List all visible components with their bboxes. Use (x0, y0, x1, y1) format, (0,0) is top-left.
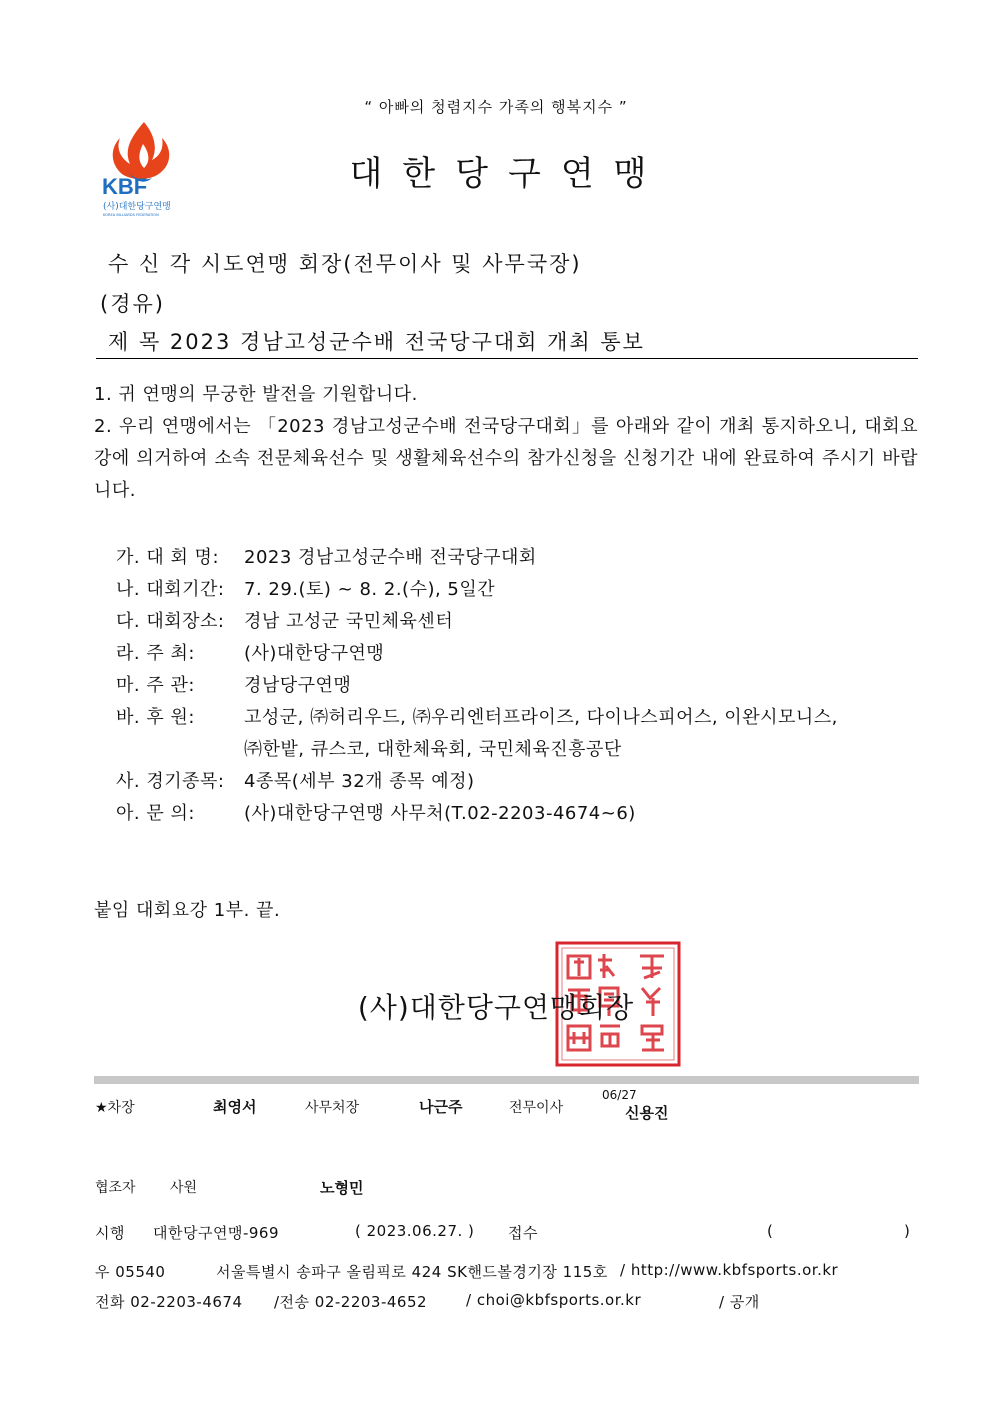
address: 서울특별시 송파구 올림픽로 424 SK핸드볼경기장 115호 (216, 1263, 608, 1281)
svg-text:(사)대한당구연맹: (사)대한당구연맹 (103, 202, 171, 212)
motto: “ 아빠의 청렴지수 가족의 행복지수 ” (364, 98, 628, 116)
approval-role-1: ★차장 (95, 1100, 135, 1116)
homepage-link[interactable]: / http://www.kbfsports.or.kr (620, 1261, 839, 1279)
disclosure: / 공개 (719, 1293, 760, 1311)
approval-name-1: 최영서 (213, 1098, 257, 1116)
item-sponsor: 바. 후 원: 고성군, ㈜허리우드, ㈜우리엔터프라이즈, 다이나스피어스, 이완시모니스, (116, 707, 838, 728)
body-line-1: 1. 귀 연맹의 무궁한 발전을 기원합니다. (94, 384, 418, 405)
enforcement-date: ( 2023.06.27. ) (355, 1222, 475, 1240)
approval-divider (94, 1076, 919, 1084)
cooperation-label: 협조자 (95, 1180, 136, 1196)
body-line-2: 2. 우리 연맹에서는 「2023 경남고성군수배 전국당구대회」를 아래와 같이 개최 통지하오니, 대회요강에 의거하여 소속 전문체육선수 및 생활체육선수의 참가신청을 신청기간 내에 완료하여 주시기 바랍니다. (94, 416, 918, 501)
email-link[interactable]: / choi@kbfsports.or.kr (466, 1291, 642, 1309)
svg-text:KOREA BILLIARDS FEDERATION: KOREA BILLIARDS FEDERATION (103, 213, 159, 217)
item-organizer: 마. 주 관: 경남당구연맹 (116, 675, 352, 696)
approval-name-3: 신용진 (625, 1104, 669, 1122)
attachment-note: 붙임 대회요강 1부. 끝. (94, 900, 281, 921)
approval-role-2: 사무처장 (305, 1100, 360, 1116)
item-host: 라. 주 최: (사)대한당구연맹 (116, 643, 385, 664)
via: (경유) (100, 292, 165, 316)
fax: /전송 02-2203-4652 (274, 1293, 428, 1311)
item-sponsor-cont: ㈜한밭, 큐스코, 대한체육회, 국민체육진흥공단 (244, 739, 622, 760)
svg-text:KBF: KBF (102, 174, 148, 199)
body-text (94, 379, 918, 507)
approval-role-3: 전무이사 (509, 1100, 564, 1116)
item-contact: 아. 문 의: (사)대한당구연맹 사무처(T.02-2203-4674~6) (116, 803, 636, 824)
approval-date-3: 06/27 (602, 1088, 637, 1102)
cooperation-role: 사원 (170, 1180, 198, 1196)
cooperation-name: 노형민 (320, 1179, 364, 1197)
subject: 제 목 2023 경남고성군수배 전국당구대회 개최 통보 (108, 330, 645, 354)
enforcement-label: 시행 (95, 1224, 125, 1242)
receipt-open: ( (767, 1222, 774, 1240)
organization-title: 대한당구연맹 (349, 154, 667, 194)
signature-line: (사)대한당구연맹회장 (357, 991, 635, 1024)
item-events: 사. 경기종목: 4종목(세부 32개 종목 예정) (116, 771, 475, 792)
item-name: 가. 대 회 명: 2023 경남고성군수배 전국당구대회 (116, 547, 537, 568)
receipt-label: 접수 (508, 1224, 538, 1242)
recipient: 수 신 각 시도연맹 회장(전무이사 및 사무국장) (108, 252, 582, 276)
approval-name-2: 나근주 (419, 1098, 463, 1116)
phone: 전화 02-2203-4674 (95, 1293, 243, 1311)
postal-code: 우 05540 (95, 1263, 166, 1281)
item-period: 나. 대회기간: 7. 29.(토) ~ 8. 2.(수), 5일간 (116, 579, 496, 600)
document-number: 대한당구연맹-969 (153, 1224, 279, 1242)
header-divider (96, 358, 918, 359)
receipt-close: ) (904, 1222, 911, 1240)
item-venue: 다. 대회장소: 경남 고성군 국민체육센터 (116, 611, 454, 632)
